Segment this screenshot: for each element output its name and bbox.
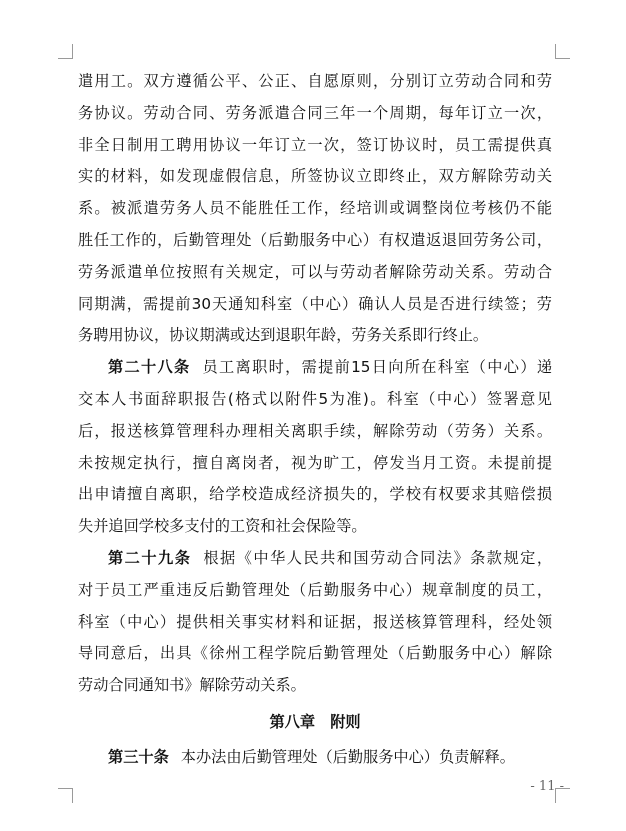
text-line: 实的材料，如发现虚假信息，所签协议立即终止，双方解除劳动关: [78, 167, 552, 186]
crop-mark-bottom-left: [58, 788, 73, 803]
article-heading: 第二十九条: [108, 548, 192, 567]
article-30: [78, 742, 552, 774]
article-first-line: [78, 352, 552, 384]
text-line: 非全日制用工聘用协议一年订立一次，签订协议时，员工需提供真: [78, 135, 552, 154]
article-heading: 第三十条: [108, 747, 169, 766]
article-28: [78, 352, 552, 543]
text-line: 失并追回学校多支付的工资和社会保险等。: [78, 517, 367, 536]
text-line: 导同意后，出具《徐州工程学院后勤管理处（后勤服务中心）解除: [78, 644, 552, 663]
text-line: 劳动合同通知书》解除劳动关系。: [78, 676, 306, 695]
page-number: - 11 -: [530, 779, 564, 794]
text-line: 务协议。劳动合同、劳务派遣合同三年一个周期，每年订立一次，: [78, 103, 552, 122]
article-text: 本办法由后勤管理处（后勤服务中心）负责解释。: [180, 747, 515, 766]
text-line: 对于员工严重违反后勤管理处（后勤服务中心）规章制度的员工，: [78, 580, 552, 599]
text-line: 出申请擅自离职，给学校造成经济损失的，学校有权要求其赔偿损: [78, 485, 552, 504]
text-line: 胜任工作的，后勤管理处（后勤服务中心）有权遣返退回劳务公司，: [78, 230, 552, 249]
text-line: 后，报送核算管理科办理相关离职手续，解除劳动（劳务）关系。: [78, 421, 552, 440]
crop-mark-top-left: [58, 44, 73, 59]
article-heading: 第二十八条: [108, 358, 191, 377]
text-line: 遣用工。双方遵循公平、公正、自愿原则，分别订立劳动合同和劳: [78, 72, 552, 90]
text-line: 科室（中心）提供相关事实材料和证据，报送核算管理科，经处领: [78, 612, 552, 631]
article-29: [78, 543, 552, 702]
text-line: 务聘用协议，协议期满或达到退职年龄，劳务关系即行终止。: [78, 326, 489, 345]
text-line: 未按规定执行，擅自离岗者，视为旷工，停发当月工资。未提前提: [78, 453, 552, 472]
article-first-line: [78, 543, 552, 575]
article-text: 根据《中华人民共和国劳动合同法》条款规定，: [203, 548, 553, 567]
page-content: [78, 66, 552, 774]
text-line: 交本人书面辞职报告(格式以附件5为准)。科室（中心）签署意见: [78, 389, 552, 408]
paragraph-continuation: [78, 66, 552, 352]
crop-mark-top-right: [555, 44, 570, 59]
chapter-title: 第八章 附则: [269, 712, 361, 731]
text-line: 劳务派遣单位按照有关规定，可以与劳动者解除劳动关系。劳动合: [78, 262, 552, 281]
text-line: 同期满，需提前30天通知科室（中心）确认人员是否进行续签；劳: [78, 294, 552, 313]
article-first-line: [78, 742, 552, 774]
text-line: 系。被派遣劳务人员不能胜任工作，经培训或调整岗位考核仍不能: [78, 199, 552, 218]
article-text: 员工离职时，需提前15日向所在科室（中心）递: [202, 358, 553, 377]
